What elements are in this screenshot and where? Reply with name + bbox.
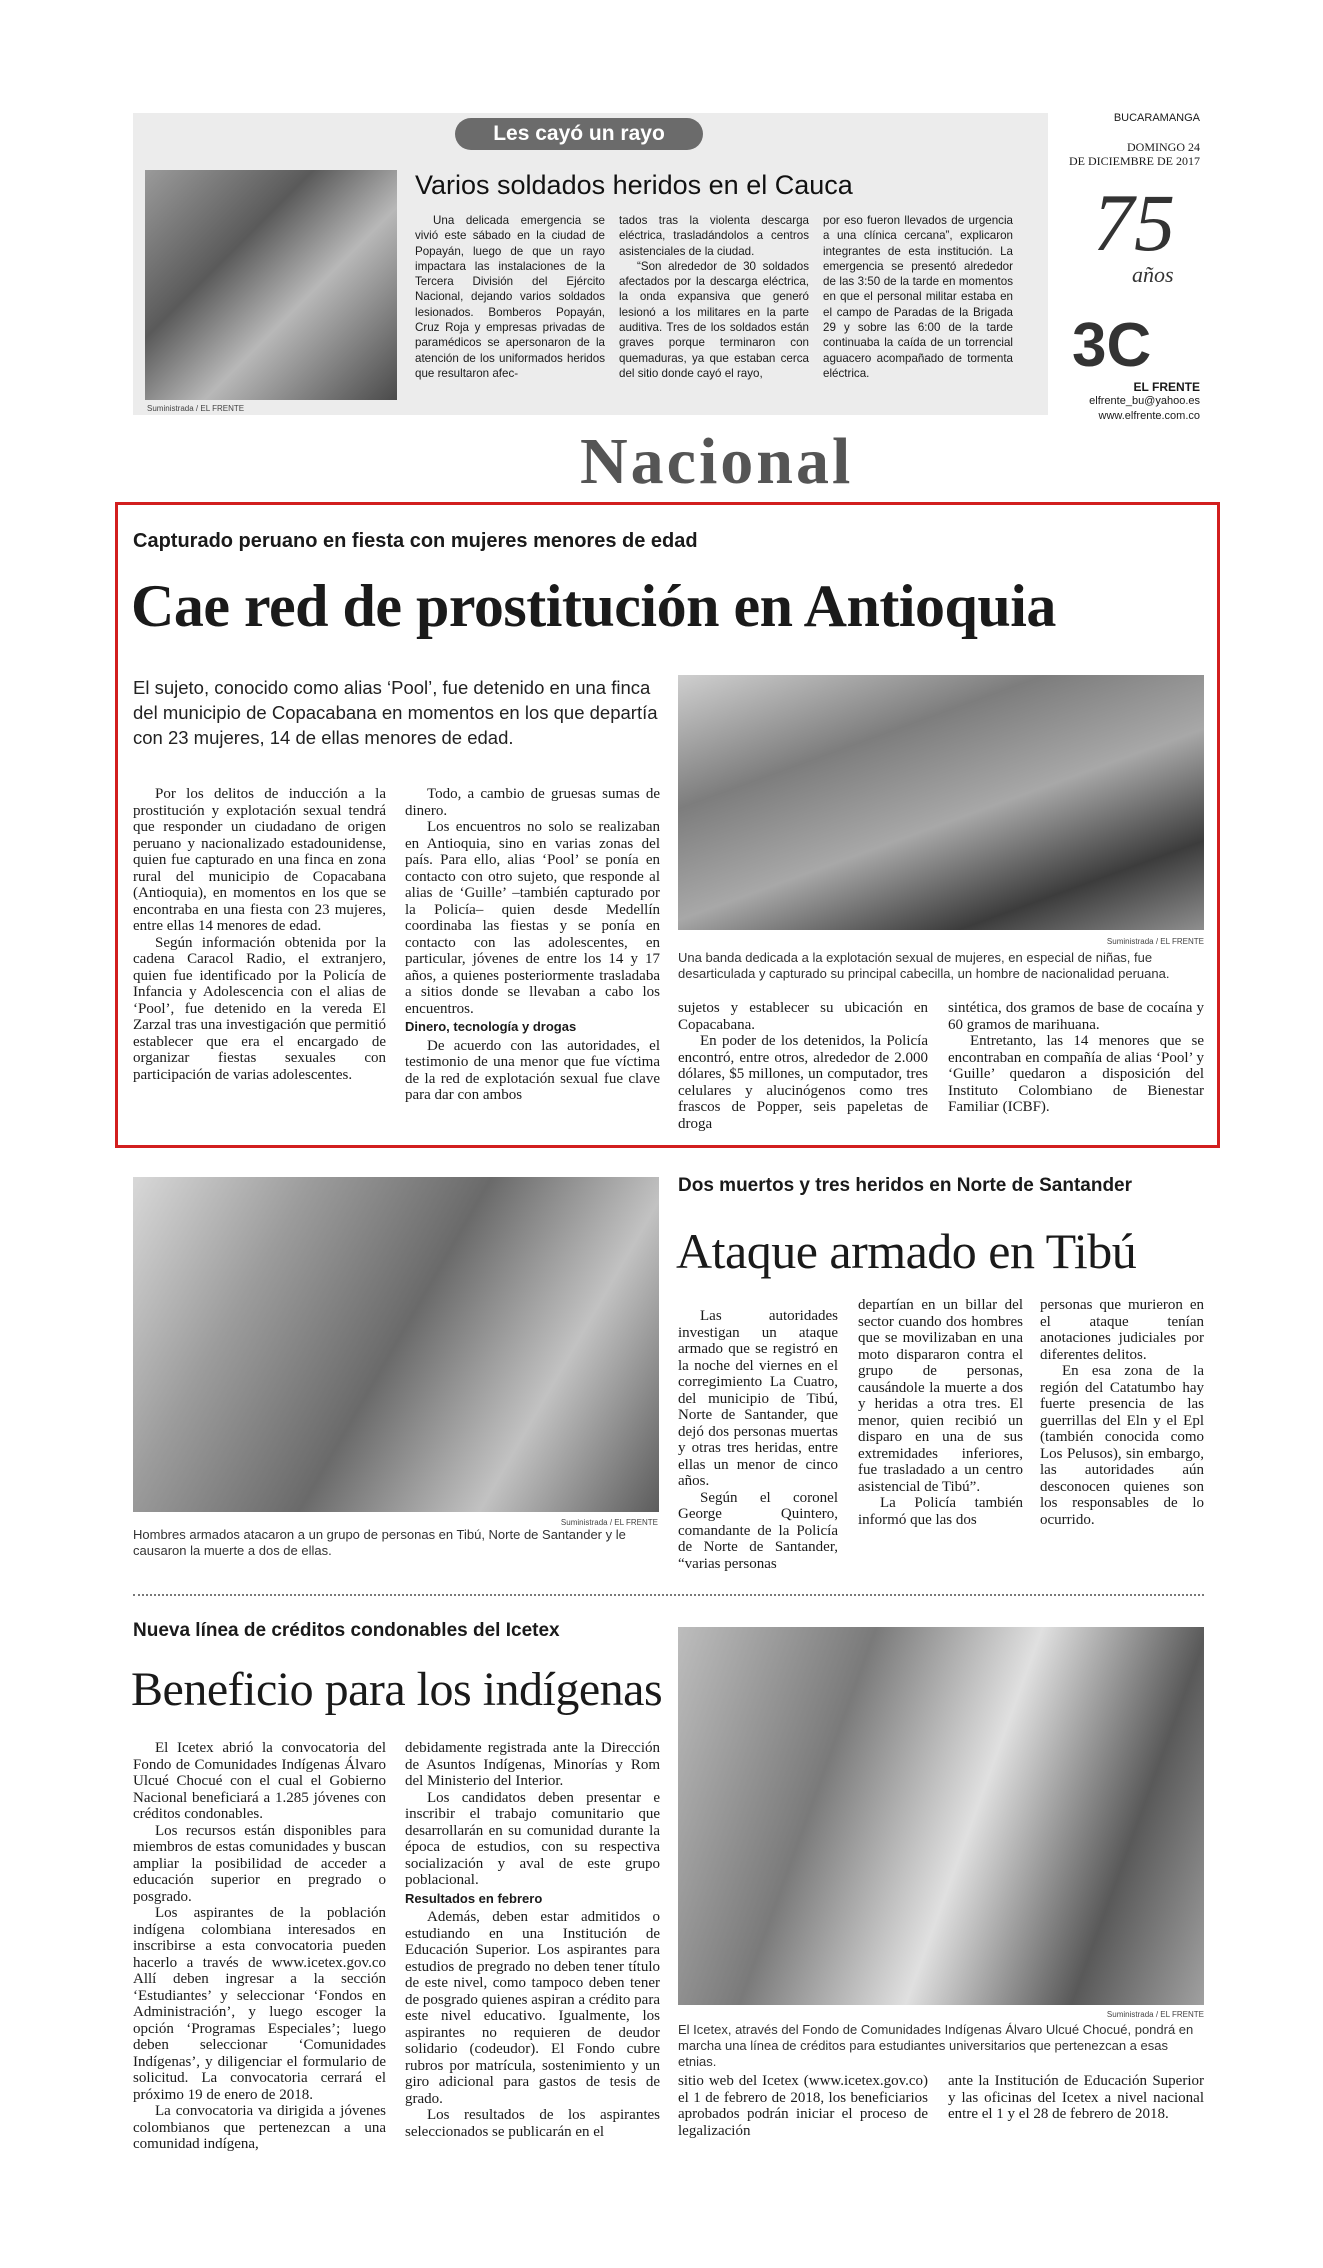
icetex-story-col2 [405,1740,660,2140]
tibu-story-col3-p1: personas que murieron en el ataque tenían anotaciones judiciales por diferentes delitos. [1040,1297,1204,1363]
icetex-story-col4 [948,2073,1204,2123]
icetex-story-kicker: Nueva línea de créditos condonables del Icetex [133,1620,560,1641]
icetex-photo-caption: El Icetex, através del Fondo de Comunidades Indígenas Álvaro Ulcué Chocué, pondrá en marcha una línea de créditos para estudiantes universitarios que pertenezcan a esas etnias. [678,2022,1194,2069]
tibu-crime-scene-photo [133,1177,659,1512]
top-story-col2-p2: “Son alrededor de 30 soldados afectados por la descarga eléctrica, la onda expansiva que generó lesionó a los militares en la parte auditiva. Tres de los soldados están graves porque terminaron con quemaduras, ya que estaban cerca del sitio donde cayó el rayo, [619,259,809,380]
tibu-photo-caption: Hombres armados atacaron a un grupo de personas en Tibú, Norte de Santander y le causaron la muerte a dos de ellas. [133,1527,626,1558]
top-story-col1: Una delicada emergencia se vivió este sábado en la ciudad de Popayán, luego de que un rayo impactara las instalaciones de la Tercera División del Ejército Nacional, dejando varios soldados lesionados. Bomberos Popayán, Cruz Roja y empresas privadas de paramédicos se apersonaron de la atención de los uniformados heridos que resultaron afec- [415,214,605,380]
icetex-story-col1-p2: Los recursos están disponibles para miembros de estas comunidades y buscan ampliar la posibilidad de acceder a educación superior en pregrado o posgrado. [133,1822,386,1905]
section-title: Nacional [580,425,854,498]
icetex-story-col1 [133,1740,386,2153]
top-story-col2-p1: tados tras la violenta descarga eléctrica, trasladándolos a centros asistenciales de la ciudad. [619,214,809,258]
main-photo-credit: Suministrada / EL FRENTE [1106,937,1204,946]
main-story-col3-p2: En poder de los detenidos, la Policía encontró, entre otros, alrededor de 2.000 dólares, $5 millones, un computador, tres celulares y alucinógenos como tres frascos de Popper, seis papeletas de droga [678,1033,928,1132]
anniversary-word: años [1132,262,1174,287]
top-story-col2 [619,213,809,381]
tibu-story-col3-p2: En esa zona de la región del Catatumbo hay fuerte presencia de las guerrillas del Eln y el Epl (también conocida como Los Pelusos), sin embargo, las autoridades aún desconocen quienes son los responsables de lo ocurrido. [1040,1363,1204,1528]
icetex-story-col2-p1: debidamente registrada ante la Dirección de Asuntos Indígenas, Minorías y Rom del Ministerio del Interior. [405,1740,660,1789]
top-story-box [133,113,1048,415]
section-divider [133,1594,1204,1596]
main-story-col2-p2: Los encuentros no solo se realizaban en Antioquia, sino en varias zonas del país. Para ello, alias ‘Pool’ se ponía en contacto con otro sujeto, que responde al alias de ‘Guille’ –también capturado por la Policía– quien desde Medellín coordinaba las fiestas y se ponía en contacto con las adolescentes, en particular, jóvenes de entre los 14 y 17 años, a quienes posteriormente trasladaba a sitios donde se llevaban a cabo los encuentros. [405,819,660,1017]
icetex-story-col2-p2: Los candidatos deben presentar e inscribir el trabajo comunitario que desarrollarán en su comunidad durante la época de estudios, con su respectiva socialización y aval de este grupo poblacional. [405,1789,660,1888]
top-story-col3: por eso fueron llevados de urgencia a una clínica cercana”, explicaron integrantes de esta institución. La emergencia se presentó alrededor de las 3:50 de la tarde en momentos en que el personal militar estaba en el campo de Paradas de la Brigada 29 y sobre las 6:00 de la tarde continuaba la caída de un torrencial aguacero acompañado de tormenta eléctrica. [823,214,1013,380]
page-code: 3C [1072,311,1152,380]
main-story-lead: El sujeto, conocido como alias ‘Pool’, fue detenido en una finca del municipio de Copacabana en momentos en los que departía con 23 mujeres, 14 de ellas menores de edad. [133,677,658,748]
tibu-story-col1 [678,1308,838,1572]
icetex-story-col2-p4: Los resultados de los aspirantes seleccionados se publicarán en el [405,2107,660,2140]
handcuffs-photo [678,675,1204,930]
main-story-headline: Cae red de prostitución en Antioquia [131,573,1056,639]
icetex-story-col2-p3: Además, deben estar admitidos o estudiando en una Institución de Educación Superior. Los aspirantes para estudios de pregrado no deben tener título de este nivel, como tampoco deben tener de posgrado quienes aspiran a crédito para este nivel educativo. Igualmente, los aspirantes no requieren de deudor solidario (codeudor). El Fondo cubre rubros por matrícula, sostenimiento y un giro adicional para gastos de tesis de grado. [405,1909,660,2107]
anniversary-number: 75 [1093,177,1175,268]
tibu-story-col1-p1: Las autoridades investigan un ataque armado que se registró en la noche del viernes en el corregimiento La Cuatro, del municipio de Tibú, Norte de Santander, que dejó dos personas muertas y otras tres heridas, entre ellas un menor de cinco años. [678,1308,838,1489]
icetex-story-subhead: Resultados en febrero [405,1890,543,1906]
main-story-col3-p1: sujetos y establecer su ubicación en Copacabana. [678,1000,928,1033]
top-story-headline: Varios soldados heridos en el Cauca [415,170,853,200]
top-photo-credit: Suministrada / EL FRENTE [147,404,245,413]
main-story-col2 [405,786,660,1104]
tibu-story-headline: Ataque armado en Tibú [676,1223,1137,1279]
main-photo-caption: Una banda dedicada a la explotación sexual de mujeres, en especial de niñas, fue desarticulada y capturado su principal cabecilla, un hombre de nacionalidad peruana. [678,950,1170,981]
main-story-col2-p3: De acuerdo con las autoridades, el testimonio de una menor que fue víctima de la red de explotación sexual fue clave para dar con ambos [405,1037,660,1103]
tibu-story-col1-p2: Según el coronel George Quintero, comandante de la Policía de Norte de Santander, “varias personas [678,1489,838,1572]
icetex-photo-credit: Suministrada / EL FRENTE [1106,2010,1204,2019]
tibu-story-kicker: Dos muertos y tres heridos en Norte de Santander [678,1175,1133,1196]
icetex-story-col3 [678,2073,928,2139]
main-story-subhead: Dinero, tecnología y drogas [405,1019,577,1034]
icetex-story-col1-p4: La convocatoria va dirigida a jóvenes colombianos que pertenezcan a una comunidad indígena, [133,2103,386,2152]
masthead-city: BUCARAMANGA [1113,112,1200,124]
main-story-col3 [678,1000,928,1132]
masthead-email[interactable]: elfrente_bu@yahoo.es [1089,395,1200,407]
main-story-col2-p1: Todo, a cambio de gruesas sumas de dinero. [405,786,660,819]
masthead-date-line2: DE DICIEMBRE DE 2017 [1069,154,1200,168]
icetex-story-col3-p1: sitio web del Icetex (www.icetex.gov.co) el 1 de febrero de 2018, los beneficiarios aprobados podrán iniciar el proceso de legalización [678,2073,928,2139]
tibu-story-col2 [858,1297,1023,1528]
main-story-col1-p2: Según información obtenida por la cadena Caracol Radio, el extranjero, quien fue identificado por la Policía de Infancia y Adolescencia con el alias de ‘Pool’, fue detenido en la vereda El Zarzal tras una investigación que permitió establecer que era el encargado de organizar fiestas sexuales con participación de varias adolescentes. [133,934,386,1083]
icetex-story-headline: Beneficio para los indígenas [131,1663,663,1716]
soldiers-photo [145,170,397,400]
indigenous-students-photo [678,1627,1204,2005]
main-story-col1 [133,786,386,1083]
top-story-banner: Les cayó un rayo [455,118,703,150]
tibu-story-col2-p2: La Policía también informó que las dos [858,1495,1023,1528]
masthead-date-line1: DOMINGO 24 [1127,140,1200,154]
icetex-story-col1-p3: Los aspirantes de la población indígena colombiana interesados en inscribirse a esta convocatoria pueden hacerlo a través de www.icetex.gov.co Allí deben ingresar a la sección ‘Estudiantes’ y seleccionar ‘Fondos en Administración’, y luego escoger la opción ‘Programas Especiales’; luego deben seleccionar ‘Comunidades Indígenas’, y diligenciar el formulario de solicitud. La convocatoria cerrará el próximo 19 de enero de 2018. [133,1905,386,2103]
main-story-col4-p2: Entretanto, las 14 menores que se encontraban en compañía de alias ‘Pool’ y ‘Guille’ quedaron a disposición del Instituto Colombiano de Bienestar Familiar (ICBF). [948,1033,1204,1115]
tibu-photo-credit: Suministrada / EL FRENTE [560,1518,658,1527]
main-story-col4-p1: sintética, dos gramos de base de cocaína y 60 gramos de marihuana. [948,1000,1204,1033]
masthead-website[interactable]: www.elfrente.com.co [1098,410,1200,422]
main-story-col1-p1: Por los delitos de inducción a la prostitución y explotación sexual tendrá que responder un ciudadano de origen peruano y nacionalizado estadounidense, quien fue capturado en una finca en zona rural del municipio de Copacabana (Antioquia), en momentos en los que se encontraba en una fiesta con 23 mujeres, entre ellas 14 menores de edad. [133,786,386,934]
icetex-story-col4-p1: ante la Institución de Educación Superior y las oficinas del Icetex a nivel nacional entre el 1 y el 28 de febrero de 2018. [948,2073,1204,2122]
tibu-story-col2-p1: departían en un billar del sector cuando dos hombres que se movilizaban en una moto dispararon contra el grupo de personas, causándole la muerte a dos y heridas a otra tres. El menor, quien recibió un disparo en una de sus extremidades inferiores, fue trasladado a un centro asistencial de Tibú”. [858,1297,1023,1495]
masthead-paper-name: EL FRENTE [1133,380,1200,394]
icetex-story-col1-p1: El Icetex abrió la convocatoria del Fondo de Comunidades Indígenas Álvaro Ulcué Chocué con el cual el Gobierno Nacional beneficiará a 1.285 jóvenes con créditos condonables. [133,1740,386,1822]
main-story-kicker: Capturado peruano en fiesta con mujeres menores de edad [133,530,698,552]
main-story-col4 [948,1000,1204,1116]
tibu-story-col3 [1040,1297,1204,1528]
